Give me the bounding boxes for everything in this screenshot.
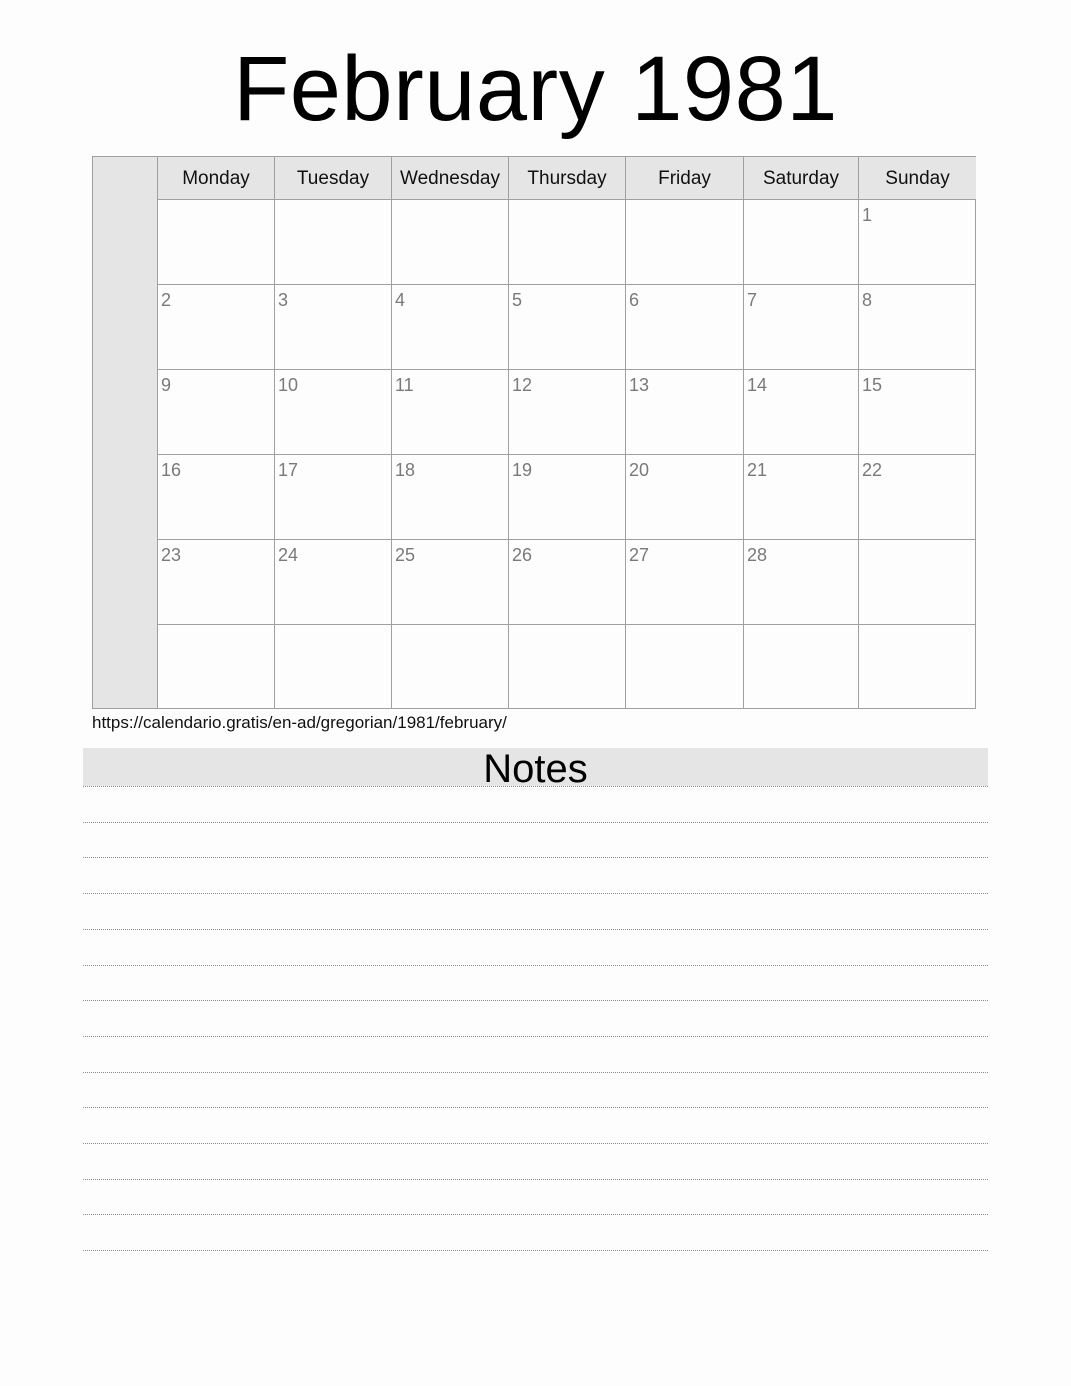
day-number: 13 [629, 375, 650, 395]
day-cell[interactable] [392, 285, 509, 370]
day-cell[interactable] [509, 200, 626, 285]
note-line[interactable] [83, 1036, 988, 1037]
day-cell[interactable] [626, 455, 744, 540]
day-number: 21 [747, 460, 768, 480]
day-cell[interactable] [626, 200, 744, 285]
note-line[interactable] [83, 1214, 988, 1215]
note-line[interactable] [83, 822, 988, 823]
day-cell[interactable] [626, 285, 744, 370]
note-line[interactable] [83, 1250, 988, 1251]
week-number-column [93, 157, 158, 708]
day-number: 2 [161, 290, 172, 310]
day-cell[interactable] [859, 200, 976, 285]
day-number: 6 [629, 290, 640, 310]
day-number: 15 [862, 375, 883, 395]
day-cell[interactable] [392, 625, 509, 709]
day-cell[interactable] [859, 370, 976, 455]
source-url: https://calendario.gratis/en-ad/gregorian/1981/february/ [92, 713, 507, 732]
day-number: 10 [278, 375, 299, 395]
note-line[interactable] [83, 965, 988, 966]
calendar-body [158, 200, 976, 709]
weekday-header-sunday: Sunday [885, 168, 950, 189]
day-cell[interactable] [744, 540, 859, 625]
day-cell[interactable] [275, 285, 392, 370]
page-title: February 1981 [233, 38, 838, 140]
weekday-header-saturday: Saturday [744, 157, 859, 199]
day-cell[interactable] [275, 200, 392, 285]
day-cell[interactable] [158, 370, 275, 455]
day-cell[interactable] [392, 370, 509, 455]
notes-header [83, 747, 988, 791]
day-cell[interactable] [275, 370, 392, 455]
day-number: 19 [512, 460, 533, 480]
note-line[interactable] [83, 1179, 988, 1180]
note-line[interactable] [83, 786, 988, 787]
day-number: 5 [512, 290, 523, 310]
day-number: 18 [395, 460, 416, 480]
weekday-header-wednesday: Wednesday [392, 157, 509, 199]
day-number: 22 [862, 460, 883, 480]
day-cell[interactable] [744, 625, 859, 709]
day-cell[interactable] [158, 625, 275, 709]
day-cell[interactable] [859, 455, 976, 540]
day-cell[interactable] [275, 540, 392, 625]
day-cell[interactable] [509, 285, 626, 370]
day-cell[interactable] [275, 455, 392, 540]
note-line[interactable] [83, 929, 988, 930]
calendar-grid [92, 156, 976, 709]
day-cell[interactable] [509, 455, 626, 540]
day-number: 27 [629, 545, 650, 565]
day-cell[interactable] [744, 370, 859, 455]
day-number: 1 [862, 205, 873, 225]
day-cell[interactable] [158, 200, 275, 285]
weekday-header-friday: Friday [626, 157, 744, 199]
day-number: 28 [747, 545, 768, 565]
day-cell[interactable] [626, 370, 744, 455]
day-cell[interactable] [859, 285, 976, 370]
day-cell[interactable] [509, 540, 626, 625]
day-cell[interactable] [392, 200, 509, 285]
day-number: 14 [747, 375, 768, 395]
day-number: 9 [161, 375, 172, 395]
note-line[interactable] [83, 1072, 988, 1073]
weekday-header-monday: Monday [158, 157, 275, 199]
day-number: 23 [161, 545, 182, 565]
day-cell[interactable] [158, 285, 275, 370]
day-cell[interactable] [626, 625, 744, 709]
day-cell[interactable] [275, 625, 392, 709]
day-number: 7 [747, 290, 758, 310]
weekday-header-tuesday: Tuesday [275, 157, 392, 199]
weekday-header-thursday: Thursday [509, 157, 626, 199]
day-cell[interactable] [392, 540, 509, 625]
day-number: 12 [512, 375, 533, 395]
day-number: 4 [395, 290, 406, 310]
note-line[interactable] [83, 857, 988, 858]
day-number: 26 [512, 545, 533, 565]
day-cell[interactable] [744, 455, 859, 540]
day-cell[interactable] [859, 540, 976, 625]
notes-title: Notes [483, 747, 588, 791]
day-cell[interactable] [509, 370, 626, 455]
day-cell[interactable] [158, 455, 275, 540]
day-number: 24 [278, 545, 299, 565]
day-number: 11 [395, 375, 414, 395]
day-cell[interactable] [626, 540, 744, 625]
note-line[interactable] [83, 1107, 988, 1108]
day-number: 20 [629, 460, 650, 480]
note-line[interactable] [83, 1000, 988, 1001]
note-line[interactable] [83, 1143, 988, 1144]
day-number: 3 [278, 290, 289, 310]
day-number: 17 [278, 460, 299, 480]
day-number: 25 [395, 545, 416, 565]
weekday-header-row [158, 157, 976, 200]
day-cell[interactable] [859, 625, 976, 709]
day-cell[interactable] [744, 200, 859, 285]
day-cell[interactable] [158, 540, 275, 625]
note-line[interactable] [83, 893, 988, 894]
day-cell[interactable] [392, 455, 509, 540]
day-number: 8 [862, 290, 873, 310]
day-cell[interactable] [509, 625, 626, 709]
day-number: 16 [161, 460, 182, 480]
day-cell[interactable] [744, 285, 859, 370]
